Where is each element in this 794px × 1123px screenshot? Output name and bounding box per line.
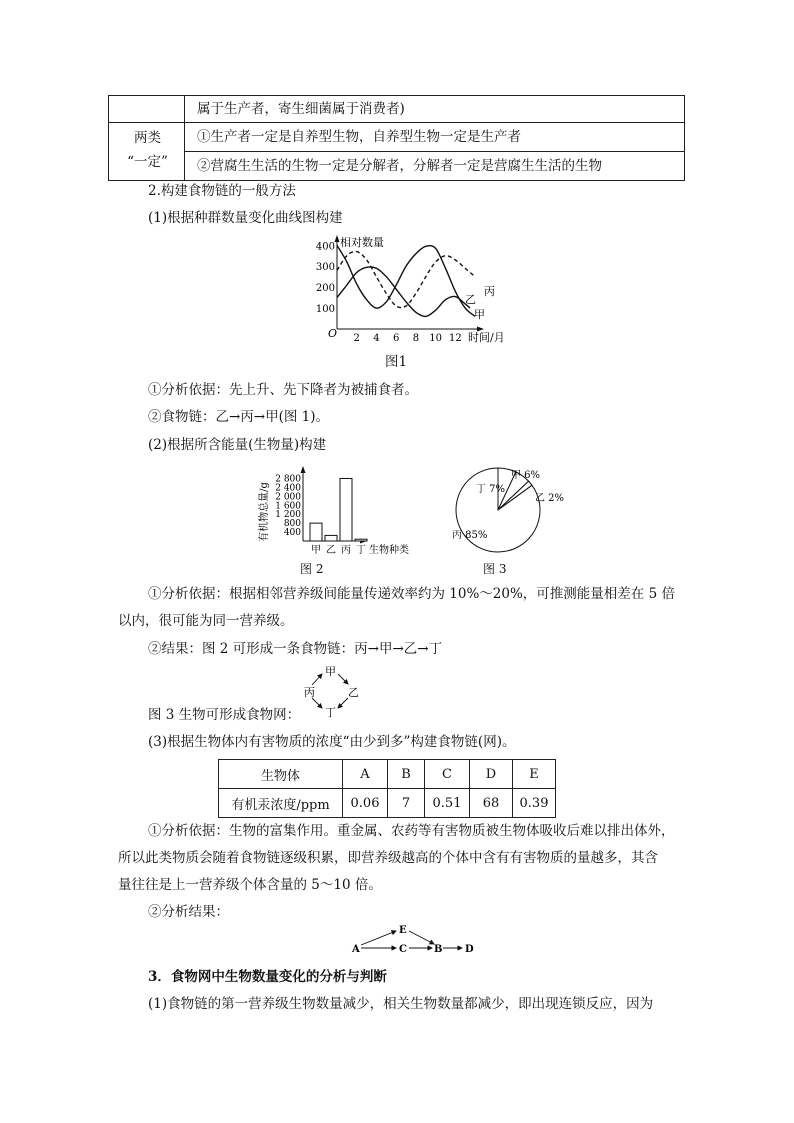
- table-cell: 0.39: [513, 789, 556, 818]
- pie-label-ding: 丁 7%: [476, 484, 506, 495]
- table-cell: [184, 95, 685, 123]
- table-cell-empty: [108, 95, 185, 123]
- figure-caption: 图 3: [483, 562, 507, 576]
- bar-y-tick-label: 2 000: [275, 492, 301, 503]
- table-header-cell: A: [343, 760, 388, 789]
- web-node-ding: 丁: [325, 706, 336, 719]
- x-tick-label: 10: [429, 333, 442, 344]
- table-cell: 68: [470, 789, 513, 818]
- rule-item-2: ②营腐生生活的生物一定是分解者，分解者一定是营腐生生活的生物: [197, 158, 602, 174]
- y-axis-arrow: [335, 235, 340, 242]
- bar-y-tick-label: 2 400: [275, 483, 301, 494]
- analysis-text: ①分析依据：根据相邻营养级间能量传递效率约为 10%～20%，可推测能量相差在 5 倍: [148, 586, 675, 602]
- bar-乙: [325, 535, 337, 541]
- analysis-text: 量往往是上一营养级个体含量的 5～10 倍。: [118, 877, 382, 893]
- web-node-jia: 甲: [325, 665, 336, 678]
- y-tick-label: 400: [315, 241, 335, 253]
- food-chain-diagram: [348, 921, 478, 957]
- section-heading: 2.构建食物链的一般方法: [148, 183, 296, 199]
- y-axis-label: 相对数量: [340, 236, 384, 249]
- table-header-cell: C: [425, 760, 470, 789]
- table-header-organism: 生物体: [219, 760, 343, 789]
- mercury-table: [218, 759, 556, 818]
- web-node-bing: 丙: [304, 686, 315, 699]
- row-header-line1: 两类: [134, 130, 161, 146]
- web-node-yi: 乙: [348, 686, 359, 699]
- chain-node-b: B: [434, 944, 443, 955]
- table-cell: 0.51: [425, 789, 470, 818]
- table-text-row0: 属于生产者，寄生细菌属于消费者): [197, 101, 405, 117]
- table-header-cell: B: [388, 760, 425, 789]
- series-line-丙: [337, 251, 475, 307]
- bar-y-tick-label: 1 200: [275, 510, 301, 521]
- figure-caption: 图1: [385, 354, 408, 370]
- pie-label-bing: 丙 85%: [452, 530, 488, 541]
- y-tick-label: 100: [315, 304, 335, 316]
- subsection-title: (2)根据所含能量(生物量)构建: [148, 437, 327, 453]
- chain-arrow: [409, 931, 434, 944]
- series-label-yi: 乙: [465, 293, 476, 306]
- web-arrow: [338, 698, 348, 708]
- chain-node-a: A: [352, 944, 360, 955]
- food-chain-text: ②食物链：乙→丙→甲(图 1)。: [148, 409, 330, 425]
- web-arrow: [312, 674, 322, 685]
- subsection-title: (1)根据种群数量变化曲线图构建: [148, 210, 343, 226]
- biomass-bar-chart: [255, 466, 455, 566]
- row-header-line2: “一定”: [127, 154, 168, 170]
- subsection-title: (3)根据生物体内有害物质的浓度“由少到多”构建食物链(网)。: [148, 734, 516, 750]
- paragraph-text: (1)食物链的第一营养级生物数量减少，相关生物数量都减少，即出现连锁反应，因为: [148, 996, 654, 1012]
- x-tick-label: 12: [448, 333, 462, 344]
- result-text: ②结果：图 2 可形成一条食物链：丙→甲→乙→丁: [148, 641, 443, 657]
- chain-node-d: D: [465, 944, 474, 955]
- analysis-text: 所以此类物质会随着食物链逐级积累，即营养级越高的个体中含有有害物质的量越多，其含: [118, 850, 658, 866]
- classification-table: [108, 95, 685, 181]
- web-arrow: [338, 674, 348, 684]
- series-label-jia: 甲: [474, 308, 485, 321]
- bar-y-tick-label: 800: [283, 519, 301, 530]
- bar-丙: [340, 478, 352, 541]
- table-header-cell: D: [470, 760, 513, 789]
- y-tick-label: 300: [315, 262, 335, 274]
- chain-node-c: C: [399, 944, 407, 955]
- origin-label: O: [328, 327, 338, 340]
- x-tick-label: 4: [373, 333, 380, 344]
- rule-item-1: ①生产者一定是自养型生物，自养型生物一定是生产者: [197, 129, 521, 145]
- table-cell: [184, 122, 685, 152]
- section-heading: 3．食物网中生物数量变化的分析与判断: [148, 969, 387, 985]
- series-label-bing: 丙: [484, 285, 495, 298]
- analysis-text: 以内，很可能为同一营养级。: [118, 613, 294, 629]
- result-text: ②分析结果：: [148, 904, 229, 920]
- figure-caption: 图 2: [300, 562, 324, 576]
- bar-甲: [310, 523, 322, 541]
- biomass-pie-chart: [440, 458, 570, 568]
- bar-y-axis-label: 有机物总量/g: [259, 482, 270, 542]
- food-web-diagram: [298, 662, 368, 720]
- food-web-text: 图 3 生物可形成食物网：: [148, 707, 301, 723]
- table-header-cell: E: [513, 760, 556, 789]
- table-row-label: 有机汞浓度/ppm: [219, 789, 343, 818]
- bar-x-axis-label: 生物种类: [369, 545, 409, 556]
- bar-category-label: 丁: [356, 545, 366, 556]
- bar-丁: [355, 539, 367, 541]
- bar-category-label: 甲: [311, 545, 321, 556]
- bar-y-tick-label: 2 800: [275, 474, 301, 485]
- table-cell: [184, 151, 685, 181]
- web-arrow: [312, 698, 322, 708]
- x-tick-label: 2: [353, 333, 360, 344]
- bar-category-label: 丙: [341, 545, 351, 556]
- pie-label-yi: 乙 2%: [535, 493, 565, 504]
- x-axis-label: 时间/月: [468, 331, 505, 344]
- x-tick-label: 8: [412, 333, 420, 344]
- population-line-chart: [310, 233, 520, 345]
- bar-y-axis-arrow: [301, 466, 306, 473]
- x-tick-label: 6: [392, 333, 400, 344]
- bar-category-label: 乙: [326, 545, 336, 556]
- table-row-header: [108, 122, 185, 181]
- series-line-乙: [337, 267, 470, 317]
- chain-node-e: E: [399, 925, 407, 936]
- bar-y-tick-label: 1 600: [275, 501, 301, 512]
- pie-label-jia: 甲 6%: [511, 470, 541, 481]
- table-cell: 7: [388, 789, 425, 818]
- bar-y-tick-label: 400: [283, 528, 301, 539]
- analysis-text: ①分析依据：生物的富集作用。重金属、农药等有害物质被生物体吸收后难以排出体外，: [148, 823, 675, 839]
- y-tick-label: 200: [315, 283, 335, 295]
- analysis-text: ①分析依据：先上升、先下降者为被捕食者。: [148, 382, 418, 398]
- table-cell: 0.06: [343, 789, 388, 818]
- chain-arrow: [361, 931, 396, 945]
